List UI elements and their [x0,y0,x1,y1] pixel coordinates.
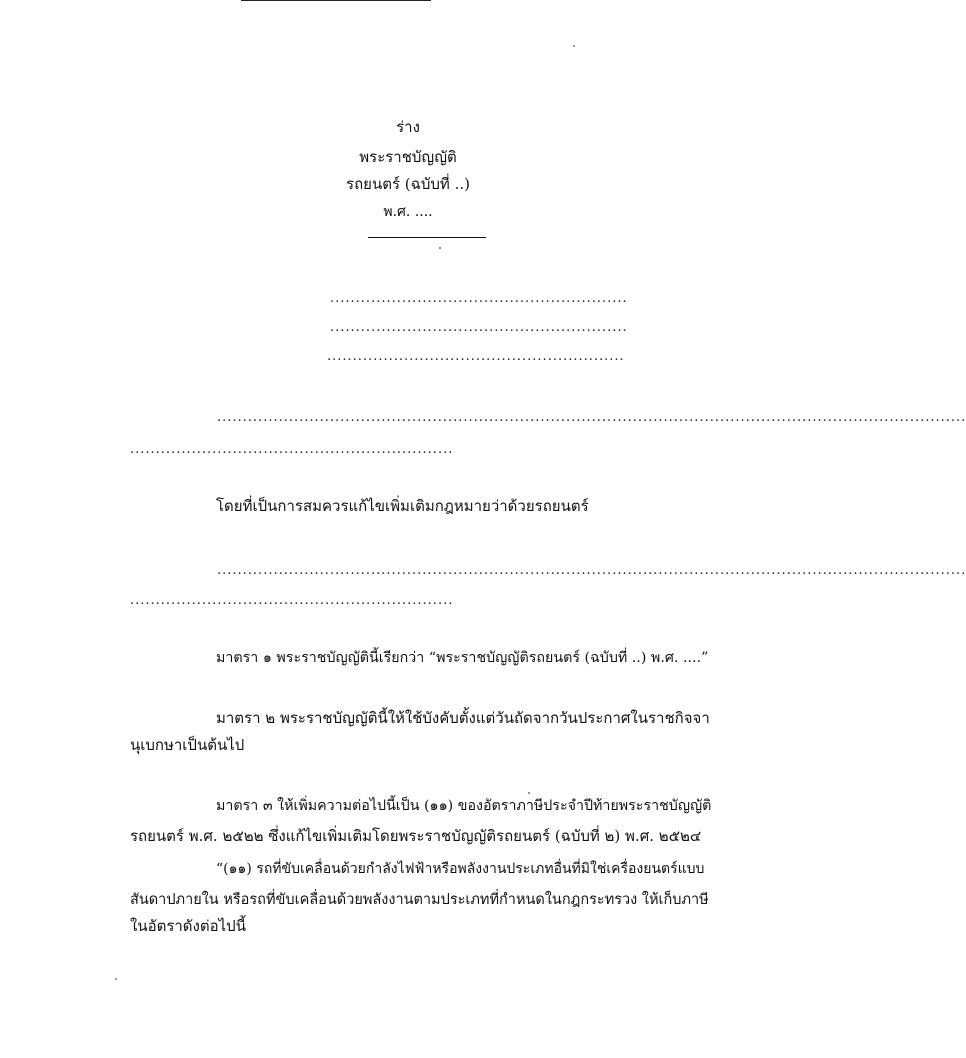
act-year: พ.ศ. .... [383,204,433,220]
section-3-line-5: ในอัตราดังต่อไปนี้ [130,917,246,935]
scan-speck [528,792,530,794]
scan-speck [439,247,441,249]
section-3-line-1: มาตรา ๓ ให้เพิ่มความต่อไปนี้เป็น (๑๑) ของอัตราภาษีประจำปีท้ายพระราชบัญญัติ [216,798,712,814]
section-2-line-2: นุเบกษาเป็นต้นไป [130,736,245,754]
enacting-dots-1: .......................................................... [330,291,628,306]
enacting-dots-2: .......................................................... [330,320,628,335]
enacting-dots-3: .......................................................... [327,349,625,364]
top-rule [241,0,431,2]
preamble-dots-1: .................................................................................................................................................. [217,563,966,578]
act-type: พระราชบัญญัติ [359,148,457,166]
title-underline [368,237,486,238]
section-2-line-1: มาตรา ๒ พระราชบัญญัตินี้ให้ใช้บังคับตั้งแต่วันถัดจากวันประกาศในราชกิจจา [216,709,710,727]
act-name: รถยนตร์ (ฉบับที่ ..) [346,175,470,193]
section-3-line-3: “(๑๑) รถที่ขับเคลื่อนด้วยกำลังไฟฟ้าหรือพลังงานประเภทอื่นที่มิใช่เครื่องยนตร์แบบ [216,861,705,877]
preamble-text: โดยที่เป็นการสมควรแก้ไขเพิ่มเติมกฎหมายว่าด้วยรถยนตร์ [216,497,589,515]
scan-speck [573,45,575,47]
section-3-line-2: รถยนตร์ พ.ศ. ๒๕๒๒ ซึ่งแก้ไขเพิ่มเติมโดยพระราชบัญญัติรถยนตร์ (ฉบับที่ ๒) พ.ศ. ๒๕๒๔ [130,827,702,845]
enacting-dots-5: ............................................................... [130,442,454,457]
enacting-dots-4: .................................................................................................................................................. [217,410,966,425]
draft-label: ร่าง [396,118,420,136]
section-1: มาตรา ๑ พระราชบัญญัตินี้เรียกว่า “พระราชบัญญัติรถยนตร์ (ฉบับที่ ..) พ.ศ. ....” [216,650,709,666]
scan-speck [115,978,117,980]
preamble-dots-2: ............................................................... [130,593,454,608]
section-3-line-4: สันดาปภายใน หรือรถที่ขับเคลื่อนด้วยพลังงานตามประเภทที่กำหนดในกฎกระทรวง ให้เก็บภาษี [130,892,709,908]
